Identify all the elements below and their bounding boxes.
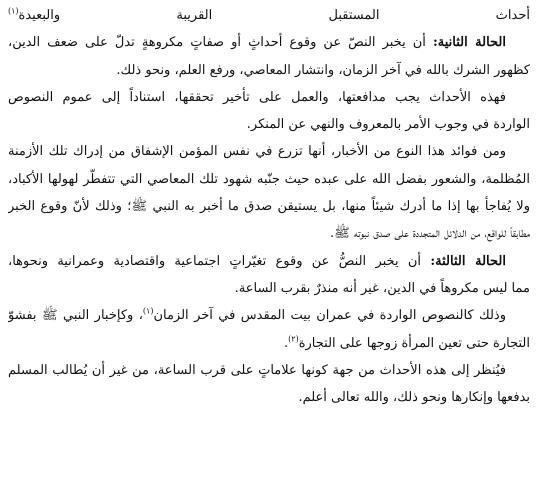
- text-line-5: [8, 111, 530, 138]
- footnote-ref-2: (١): [142, 306, 154, 316]
- text-line-9: [8, 220, 530, 247]
- line-14-text: فيُنظر إلى هذه الأحداث من جهة كونها علاماتٍ على قرب الساعة، من غير أن يُطالب المسلم: [8, 362, 506, 378]
- line-12-text: وذلك كالنصوص الواردة في عمران بيت المقدس في آخر الزمان: [153, 308, 506, 324]
- text-line-14: [8, 357, 530, 384]
- text-line-6: [8, 138, 530, 165]
- text-line-10: [8, 248, 530, 275]
- line-3-text: كظهور الشرك بالله في آخر الزمان، وانتشار المعاصي، ورفع العلم، ونحو ذلك.: [116, 62, 530, 78]
- line-5-text: الواردة في وجوب الأمر بالمعروف والنهي عن المنكر.: [246, 117, 530, 133]
- line-7-text: المُظلمة، والشعور بفضل الله على عبده حيث جنّبه شهود تلك المعاصي التي تتفطّر لهولها الأكباد،: [8, 171, 530, 187]
- line-10-text: أن يخبر النصُّ عن وقوع تغيّراتٍ اجتماعية واقتصادية وعمرانية ونحوها،: [8, 253, 431, 269]
- line-9-text: مطابقاً للواقع، من الدلائل المتجددة على صدق نبوته ﷺ.: [330, 226, 530, 242]
- text-line-3: [8, 57, 530, 84]
- text-line-7: [8, 166, 530, 193]
- line-8-text: ولا يُفاجأ بها إذا ما أدرك شيئاً منها، بل يستيقن صدق ما أخبر به النبي ﷺ؛ وذلك لأنّ وقوع الخبر: [8, 199, 530, 215]
- case-three-label: الحالة الثالثة:: [430, 253, 506, 269]
- footnote-ref-1: (١): [8, 6, 19, 16]
- line-15-text: بدفعها وإنكارها ونحو ذلك، والله تعالى أعلم.: [298, 390, 530, 406]
- text-line-4: [8, 84, 530, 111]
- footnote-ref-3: (٢): [288, 334, 299, 344]
- text-line-12: [8, 302, 530, 329]
- text-line-2: [8, 29, 530, 56]
- text-line-8: [8, 193, 530, 220]
- line-4-text: فهذه الأحداث يجب مدافعتها، والعمل على تأخير تحققها، استناداً إلى عموم النصوص: [8, 89, 506, 105]
- line-13-tail: .: [284, 335, 289, 351]
- case-two-label: الحالة الثانية:: [432, 35, 506, 51]
- line-11-text: مما ليس مكروهاً في الدين، غير أنه منذرٌ بقرب الساعة.: [234, 280, 530, 296]
- line-6-text: ومن فوائد هذا النوع من الأخبار، أنها تزرع في نفس المؤمن الإشفاق من إدراك تلك الأزمنة: [8, 144, 506, 160]
- text-line-13: [8, 330, 530, 357]
- text-line-11: [8, 275, 530, 302]
- line-1-text: أحداث المستقبل القريبة والبعيدة: [18, 8, 530, 23]
- line-13-text: التجارة حتى تعين المرأة زوجها على التجارة: [298, 335, 530, 351]
- text-line-1: [8, 2, 530, 29]
- line-12-tail: ، وكإخبار النبي ﷺ بفشوّ: [8, 308, 143, 324]
- line-2-text: أن يخبر النصّ عن وقوع أحداثٍ أو صفاتٍ مكروهةٍ تدلّ على ضعف الدين،: [8, 35, 433, 51]
- text-line-15: [8, 384, 530, 411]
